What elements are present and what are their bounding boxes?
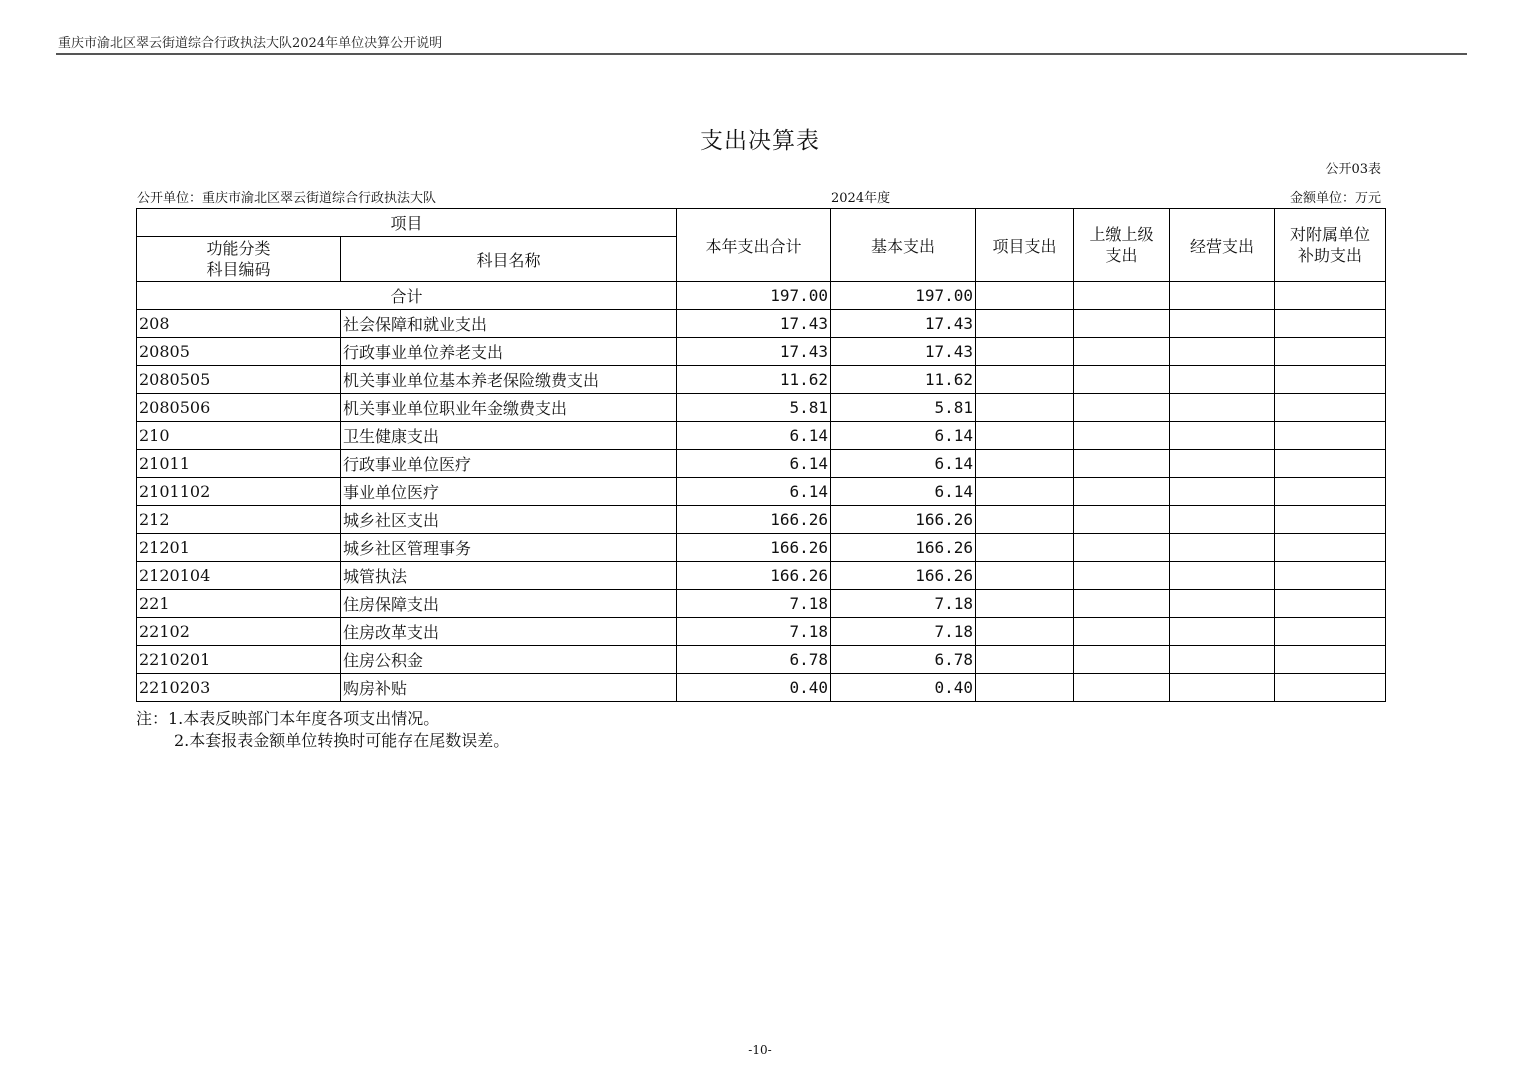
empty-cell [976, 422, 1074, 450]
empty-cell [1170, 366, 1275, 394]
empty-cell [976, 450, 1074, 478]
code-cell: 2120104 [137, 562, 341, 590]
table-row [137, 562, 1386, 590]
header-basic: 基本支出 [831, 209, 976, 282]
header-total: 本年支出合计 [677, 209, 831, 282]
basic-cell: 17.43 [831, 310, 976, 338]
empty-cell [1275, 590, 1386, 618]
total-cell: 166.26 [677, 506, 831, 534]
code-cell: 22102 [137, 618, 341, 646]
fiscal-year: 2024年度 [831, 191, 891, 206]
table-row [137, 646, 1386, 674]
total-cell: 166.26 [677, 534, 831, 562]
header-item: 项目支出 [976, 209, 1074, 282]
name-cell: 城管执法 [341, 562, 677, 590]
empty-cell [976, 534, 1074, 562]
name-cell: 机关事业单位职业年金缴费支出 [341, 394, 677, 422]
basic-cell: 7.18 [831, 618, 976, 646]
empty-cell [1170, 534, 1275, 562]
total-amount: 197.00 [677, 282, 831, 310]
empty-cell [976, 282, 1074, 310]
empty-cell [1170, 562, 1275, 590]
name-cell: 社会保障和就业支出 [341, 310, 677, 338]
name-cell: 卫生健康支出 [341, 422, 677, 450]
empty-cell [1074, 310, 1170, 338]
empty-cell [1074, 618, 1170, 646]
total-row [137, 282, 1386, 310]
name-cell: 住房改革支出 [341, 618, 677, 646]
code-cell: 210 [137, 422, 341, 450]
empty-cell [1275, 394, 1386, 422]
empty-cell [976, 478, 1074, 506]
empty-cell [1074, 394, 1170, 422]
empty-cell [1275, 534, 1386, 562]
total-cell: 7.18 [677, 618, 831, 646]
basic-cell: 166.26 [831, 562, 976, 590]
table-row [137, 534, 1386, 562]
name-cell: 行政事业单位养老支出 [341, 338, 677, 366]
table-row [137, 590, 1386, 618]
empty-cell [1275, 646, 1386, 674]
empty-cell [976, 562, 1074, 590]
code-cell: 212 [137, 506, 341, 534]
empty-cell [1275, 562, 1386, 590]
code-cell: 2210203 [137, 674, 341, 702]
code-cell: 221 [137, 590, 341, 618]
note-2: 2.本套报表金额单位转换时可能存在尾数误差。 [174, 731, 510, 750]
empty-cell [976, 310, 1074, 338]
empty-cell [1275, 450, 1386, 478]
notes [136, 708, 509, 752]
code-cell: 2080506 [137, 394, 341, 422]
empty-cell [1074, 282, 1170, 310]
header-subsidy: 对附属单位 补助支出 [1275, 209, 1386, 282]
basic-cell: 11.62 [831, 366, 976, 394]
code-cell: 208 [137, 310, 341, 338]
empty-cell [1275, 478, 1386, 506]
document-header: 重庆市渝北区翠云街道综合行政执法大队2024年单位决算公开说明 [58, 36, 443, 51]
basic-cell: 6.14 [831, 450, 976, 478]
total-cell: 17.43 [677, 310, 831, 338]
empty-cell [1170, 506, 1275, 534]
code-cell: 21201 [137, 534, 341, 562]
form-code: 公开03表 [1325, 162, 1381, 177]
empty-cell [1170, 394, 1275, 422]
empty-cell [1275, 310, 1386, 338]
empty-cell [1170, 674, 1275, 702]
table-row [137, 310, 1386, 338]
total-cell: 6.78 [677, 646, 831, 674]
empty-cell [1074, 534, 1170, 562]
total-cell: 166.26 [677, 562, 831, 590]
total-basic: 197.00 [831, 282, 976, 310]
empty-cell [1170, 618, 1275, 646]
table-row [137, 422, 1386, 450]
table-row [137, 366, 1386, 394]
empty-cell [976, 674, 1074, 702]
header-name: 科目名称 [341, 237, 677, 282]
basic-cell: 6.78 [831, 646, 976, 674]
empty-cell [1275, 282, 1386, 310]
empty-cell [1170, 450, 1275, 478]
name-cell: 行政事业单位医疗 [341, 450, 677, 478]
empty-cell [1170, 310, 1275, 338]
empty-cell [976, 506, 1074, 534]
empty-cell [1074, 562, 1170, 590]
total-cell: 5.81 [677, 394, 831, 422]
empty-cell [1275, 422, 1386, 450]
empty-cell [1170, 478, 1275, 506]
expenditure-table [136, 208, 1386, 702]
header-divider [56, 53, 1467, 55]
empty-cell [1170, 422, 1275, 450]
basic-cell: 166.26 [831, 506, 976, 534]
name-cell: 购房补贴 [341, 674, 677, 702]
name-cell: 机关事业单位基本养老保险缴费支出 [341, 366, 677, 394]
empty-cell [1170, 282, 1275, 310]
basic-cell: 17.43 [831, 338, 976, 366]
empty-cell [1275, 506, 1386, 534]
basic-cell: 0.40 [831, 674, 976, 702]
name-cell: 城乡社区管理事务 [341, 534, 677, 562]
table-row [137, 618, 1386, 646]
empty-cell [1275, 366, 1386, 394]
table-row [137, 450, 1386, 478]
table-row [137, 506, 1386, 534]
empty-cell [1074, 674, 1170, 702]
empty-cell [976, 618, 1074, 646]
total-cell: 6.14 [677, 478, 831, 506]
currency-unit: 金额单位：万元 [1289, 191, 1381, 206]
name-cell: 住房保障支出 [341, 590, 677, 618]
basic-cell: 166.26 [831, 534, 976, 562]
name-cell: 事业单位医疗 [341, 478, 677, 506]
header-code: 功能分类 科目编码 [137, 237, 341, 282]
header-project: 项目 [137, 209, 677, 237]
header-upper: 上缴上级 支出 [1074, 209, 1170, 282]
empty-cell [1275, 618, 1386, 646]
empty-cell [1074, 338, 1170, 366]
name-cell: 住房公积金 [341, 646, 677, 674]
basic-cell: 5.81 [831, 394, 976, 422]
empty-cell [1170, 338, 1275, 366]
name-cell: 城乡社区支出 [341, 506, 677, 534]
empty-cell [976, 646, 1074, 674]
header-business: 经营支出 [1170, 209, 1275, 282]
basic-cell: 6.14 [831, 422, 976, 450]
empty-cell [1074, 590, 1170, 618]
reporting-unit: 公开单位：重庆市渝北区翠云街道综合行政执法大队 [137, 191, 437, 206]
table-row [137, 394, 1386, 422]
basic-cell: 7.18 [831, 590, 976, 618]
empty-cell [1074, 366, 1170, 394]
page-number: -10- [748, 1043, 772, 1057]
empty-cell [1074, 478, 1170, 506]
empty-cell [1074, 422, 1170, 450]
total-label: 合计 [137, 282, 677, 310]
table-row [137, 478, 1386, 506]
total-cell: 17.43 [677, 338, 831, 366]
code-cell: 20805 [137, 338, 341, 366]
empty-cell [976, 366, 1074, 394]
code-cell: 2101102 [137, 478, 341, 506]
total-cell: 6.14 [677, 450, 831, 478]
empty-cell [1074, 646, 1170, 674]
code-cell: 2080505 [137, 366, 341, 394]
total-cell: 6.14 [677, 422, 831, 450]
page-title: 支出决算表 [700, 128, 820, 154]
empty-cell [976, 338, 1074, 366]
empty-cell [1170, 590, 1275, 618]
empty-cell [1275, 674, 1386, 702]
code-cell: 21011 [137, 450, 341, 478]
total-cell: 0.40 [677, 674, 831, 702]
empty-cell [976, 590, 1074, 618]
empty-cell [1170, 646, 1275, 674]
total-cell: 7.18 [677, 590, 831, 618]
total-cell: 11.62 [677, 366, 831, 394]
empty-cell [976, 394, 1074, 422]
table-row [137, 338, 1386, 366]
basic-cell: 6.14 [831, 478, 976, 506]
note-1: 注：1.本表反映部门本年度各项支出情况。 [136, 709, 440, 728]
table-row [137, 674, 1386, 702]
empty-cell [1074, 450, 1170, 478]
code-cell: 2210201 [137, 646, 341, 674]
empty-cell [1275, 338, 1386, 366]
empty-cell [1074, 506, 1170, 534]
